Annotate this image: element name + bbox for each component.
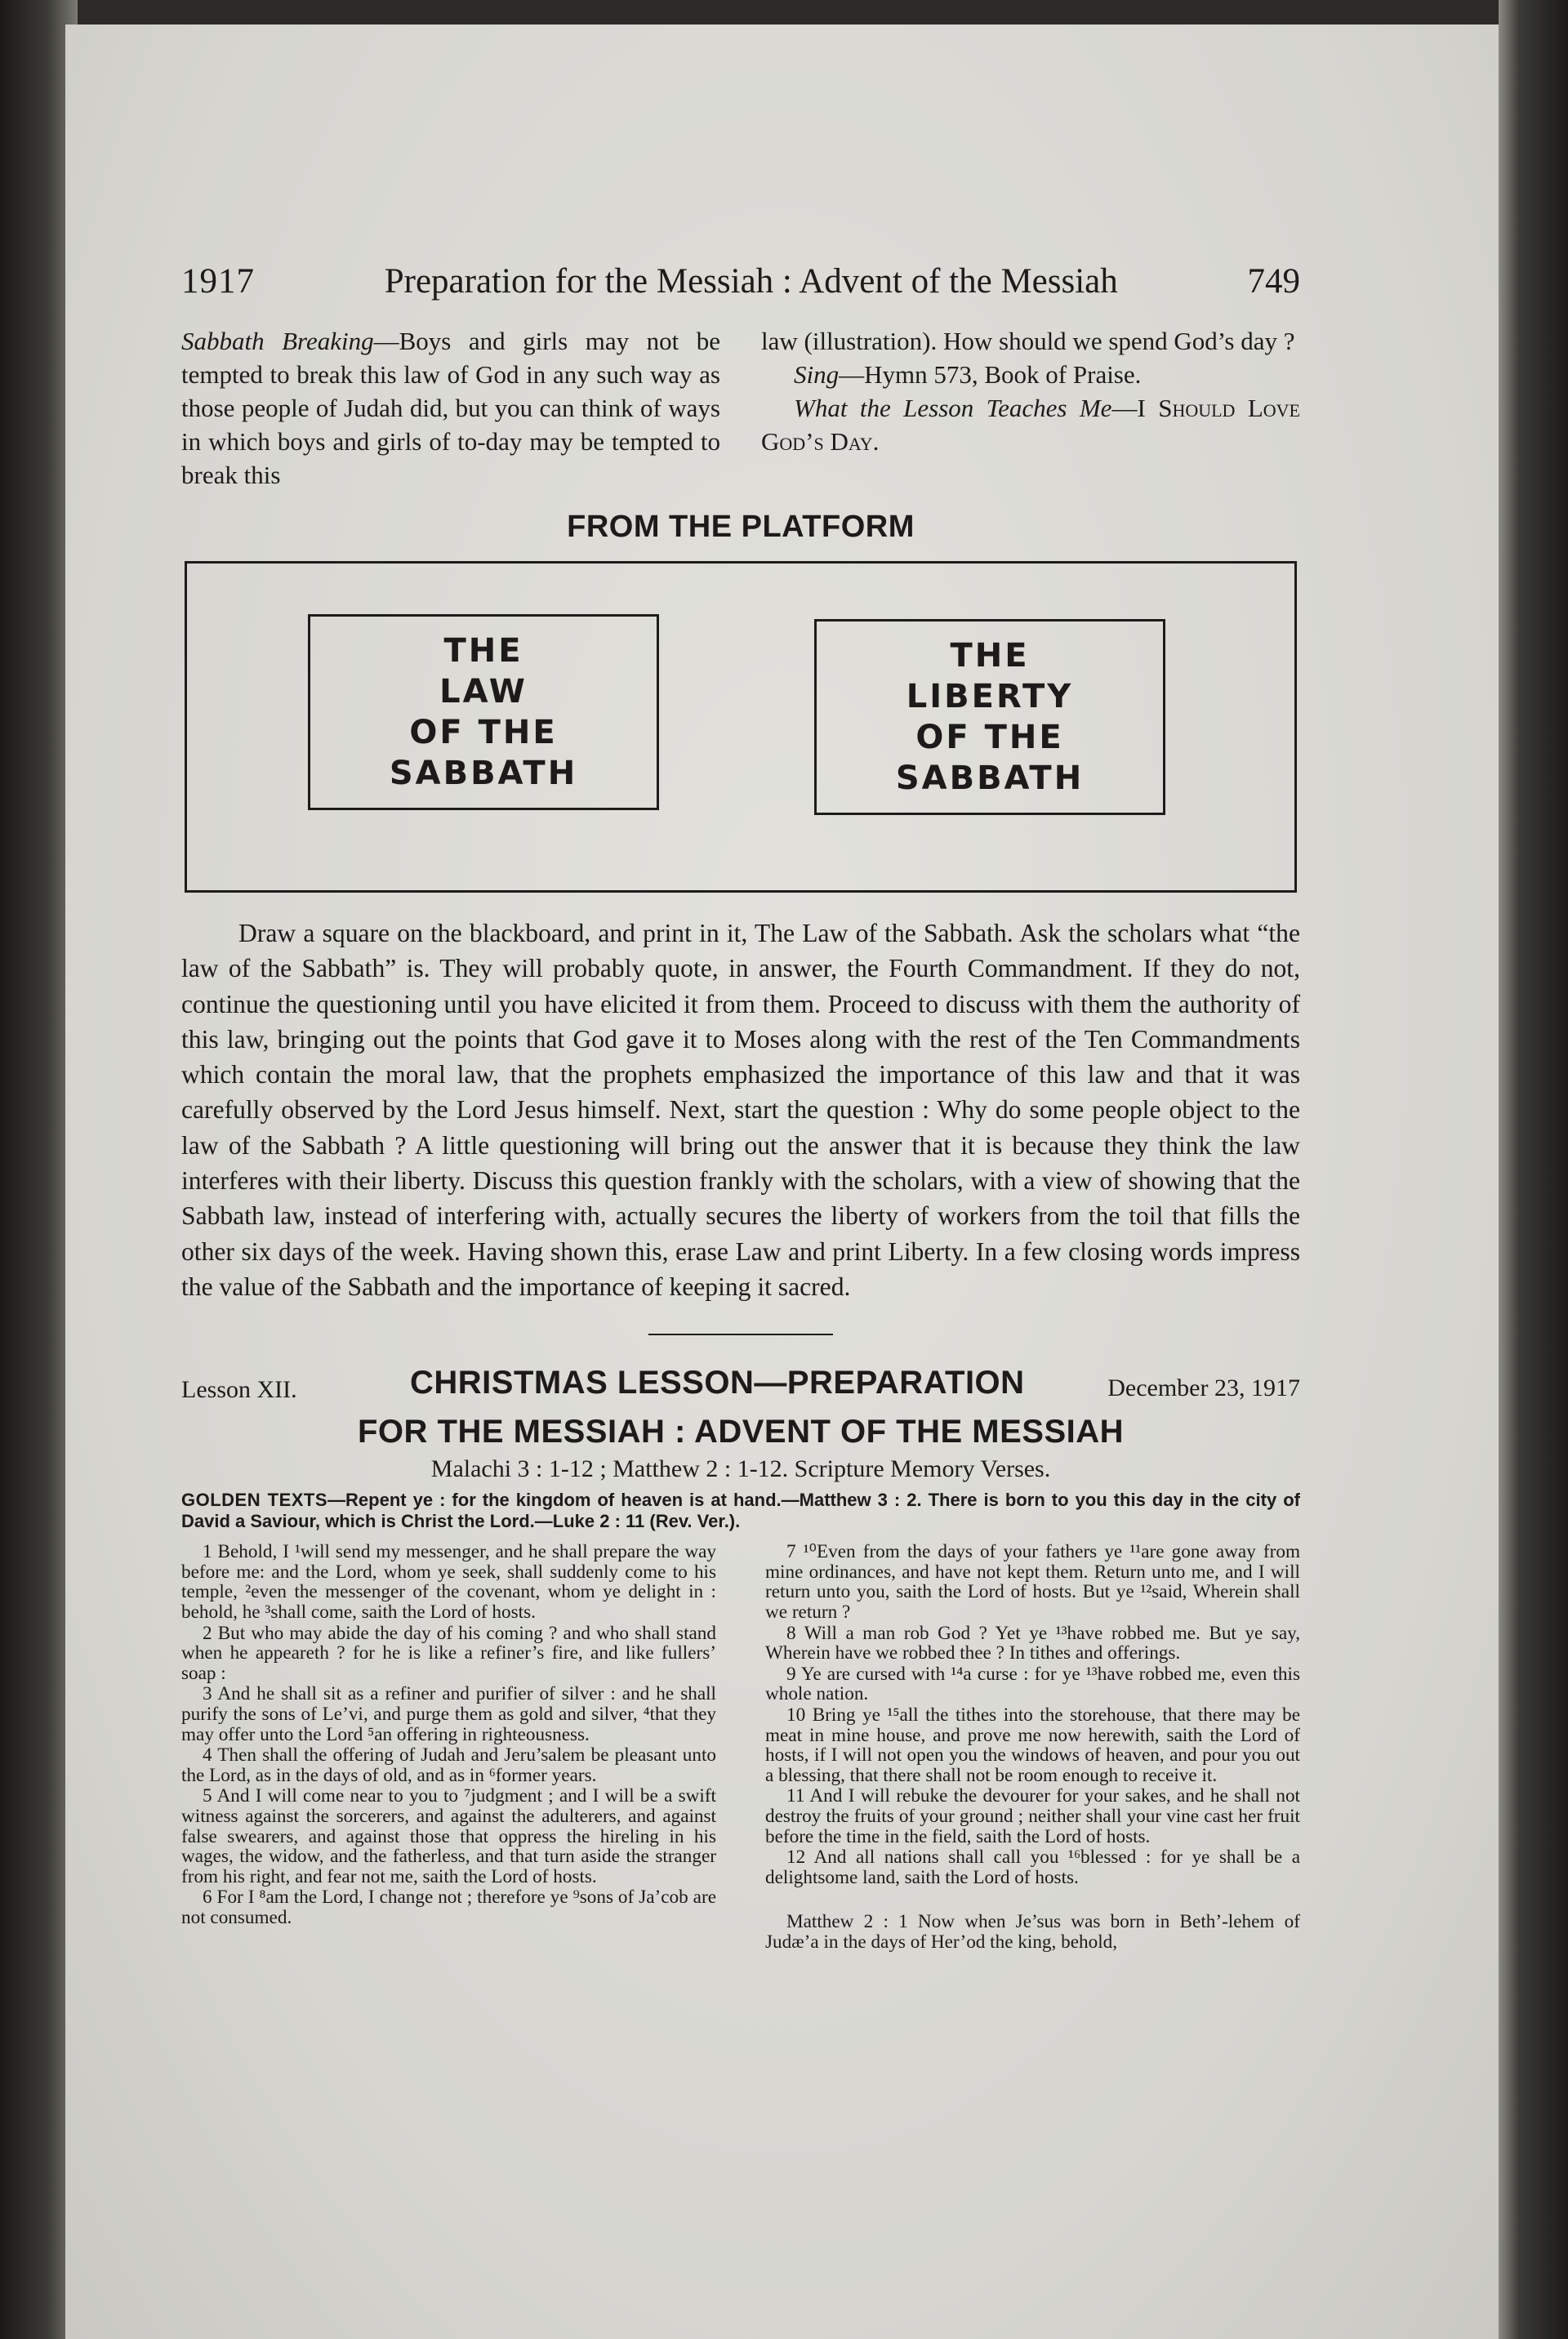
spend-gods-day-text: law (illustration). How should we spend God’s day ? (761, 327, 1295, 355)
platform-title: FROM THE PLATFORM (567, 510, 915, 544)
lesson-date: December 23, 1917 (1107, 1374, 1300, 1402)
verse: 3 And he shall sit as a refiner and purifier of silver : and he shall purify the sons of Le’vi, and purge them as gold and silver, ⁴that they may offer unto the Lord ⁵an offering in righteousness. (181, 1683, 716, 1745)
blackboard-diagram (185, 561, 1297, 893)
platform-instructions: Draw a square on the blackboard, and print in it, The Law of the Sabbath. Ask the scholars what “the law of the Sabbath” is. They will probably quote, in answer, the Fourth Commandment. If they do not, continue the questioning until you have elicited it from them. Proceed to discuss with them the authority of this law, bringing out the points that God gave it to Moses along with the rest of the Ten Commandments which contain the moral law, that the prophets emphasized the importance of this law and that it was carefully observed by the Lord Jesus himself. Next, start the question : Why do some people object to the law of the Sabbath ? A little questioning will bring out the answer that it is because they think the law interferes with their liberty. Discuss this question frankly with the scholars, with a view of showing that the Sabbath law, instead of interfering with, actually secures the liberty of workers from the toil that fills the other six days of the week. Having shown this, erase Law and print Liberty. In a few closing words impress the value of the Sabbath and the importance of keeping it sacred. (181, 919, 1300, 1301)
verse: 9 Ye are cursed with ¹⁴a curse : for ye ¹³have robbed me, even this whole nation. (765, 1663, 1300, 1705)
verses-left-column (181, 1542, 716, 1953)
verse: 1 Behold, I ¹will send my messenger, and he shall prepare the way before me: and the Lord, whom ye seek, shall suddenly come to his temple, ²even the messenger of the covenant, whom ye delight in : behold, he ³shall come, saith the Lord of hosts. (181, 1541, 716, 1624)
verses-right-column (765, 1542, 1300, 1953)
verse: 11 And I will rebuke the devourer for your sakes, and he shall not destroy the fruits of your ground ; neither shall your vine cast her fruit before the time in the field, saith the Lord of hosts. (765, 1785, 1300, 1847)
verse: 12 And all nations shall call you ¹⁶blessed : for ye shall be a delightsome land, saith the Lord of hosts. (765, 1847, 1300, 1888)
verse: 7 ¹⁰Even from the days of your fathers ye ¹¹are gone away from mine ordinances, and have not kept them. Return unto me, and I will return unto you, saith the Lord of hosts. But ye ¹²said, Wherein shall we return ? (765, 1541, 1300, 1624)
lesson-number: Lesson XII. (181, 1376, 297, 1404)
top-right-column (761, 324, 1300, 492)
header-title: Preparation for the Messiah : Advent of the Messiah (384, 262, 1118, 301)
sabbath-breaking-text: —Boys and girls may not be tempted to break this law of God in any such way as those people of Judah did, but you can think of ways in which boys and girls of to-day may be tempted to break this (181, 327, 721, 489)
golden-texts (181, 1490, 1300, 1532)
scripture-references: Malachi 3 : 1-12 ; Matthew 2 : 1-12. Scripture Memory Verses. (430, 1455, 1051, 1483)
page-content (181, 261, 1300, 1954)
law-of-sabbath-box (308, 614, 659, 810)
scripture-verses (181, 1542, 1300, 1953)
liberty-of-sabbath-box (814, 619, 1165, 815)
sabbath-breaking-paragraph (181, 324, 720, 492)
page-number: 749 (1247, 262, 1300, 301)
law-box-line: THE (443, 632, 523, 670)
sing-label: Sing (794, 360, 840, 389)
golden-texts-label: GOLDEN TEXTS (181, 1490, 328, 1511)
golden-texts-body: —Repent ye : for the kingdom of heaven is at hand.—Matthew 3 : 2. There is born to you this day in the city of David a Saviour, which is Christ the Lord.—Luke 2 : 11 (Rev. Ver.). (181, 1490, 1300, 1532)
verse: 6 For I ⁸am the Lord, I change not ; therefore ye ⁹sons of Ja’cob are not consumed. (181, 1887, 716, 1928)
lesson-teaches-text: —I Should Love God’s Day. (761, 394, 1300, 456)
lesson-teaches-label: What the Lesson Teaches Me (794, 394, 1112, 422)
sing-paragraph (761, 358, 1300, 391)
verse: 10 Bring ye ¹⁵all the tithes into the storehouse, that there may be meat in mine house, and prove me now herewith, saith the Lord of hosts, if I will not open you the windows of heaven, and pour you out a blessing, that there shall not be room enough to receive it. (765, 1704, 1300, 1786)
sabbath-breaking-lead: Sabbath Breaking (181, 327, 374, 355)
liberty-box-line: LIBERTY (906, 678, 1074, 715)
verse: 4 Then shall the offering of Judah and Jeru’salem be pleasant unto the Lord, as in the days of old, and as in ⁶former years. (181, 1744, 716, 1786)
sing-text: —Hymn 573, Book of Praise. (839, 360, 1142, 389)
header-year: 1917 (181, 262, 255, 301)
top-left-column (181, 324, 720, 492)
lesson-subtitle: FOR THE MESSIAH : ADVENT OF THE MESSIAH (357, 1414, 1125, 1450)
liberty-box-line: OF THE (915, 719, 1064, 756)
matthew-verse-start: Matthew 2 : 1 Now when Je’sus was born in Beth’-lehem of Judæ’a in the days of Her’od the king, behold, (765, 1911, 1300, 1953)
liberty-box-line: SABBATH (895, 760, 1085, 797)
lesson-heading (181, 1365, 1300, 1410)
lesson-title: CHRISTMAS LESSON—PREPARATION (410, 1365, 1025, 1401)
liberty-box-line: THE (950, 637, 1030, 675)
book-binding-right (1499, 0, 1568, 2339)
verse: 8 Will a man rob God ? Yet ye ¹³have robbed me. But ye say, Wherein have we robbed thee ? In tithes and offerings. (765, 1622, 1300, 1664)
law-box-line: SABBATH (389, 755, 578, 792)
verse: 2 But who may abide the day of his coming ? and who shall stand when he appeareth ? for he is like a refiner’s fire, and like fullers’ soap : (181, 1622, 716, 1684)
lesson-teaches-paragraph (761, 391, 1300, 458)
top-columns (181, 324, 1300, 492)
law-box-line: LAW (439, 673, 528, 711)
section-divider (648, 1334, 833, 1335)
law-box-line: OF THE (409, 714, 558, 751)
verse: 5 And I will come near to you to ⁷judgment ; and I will be a swift witness against the sorcerers, and against the adulterers, and against false swearers, and against those that oppress the hireling in his wages, the widow, and the fatherless, and that turn aside the stranger from his right, and fear not me, saith the Lord of hosts. (181, 1785, 716, 1887)
running-head (181, 261, 1300, 301)
